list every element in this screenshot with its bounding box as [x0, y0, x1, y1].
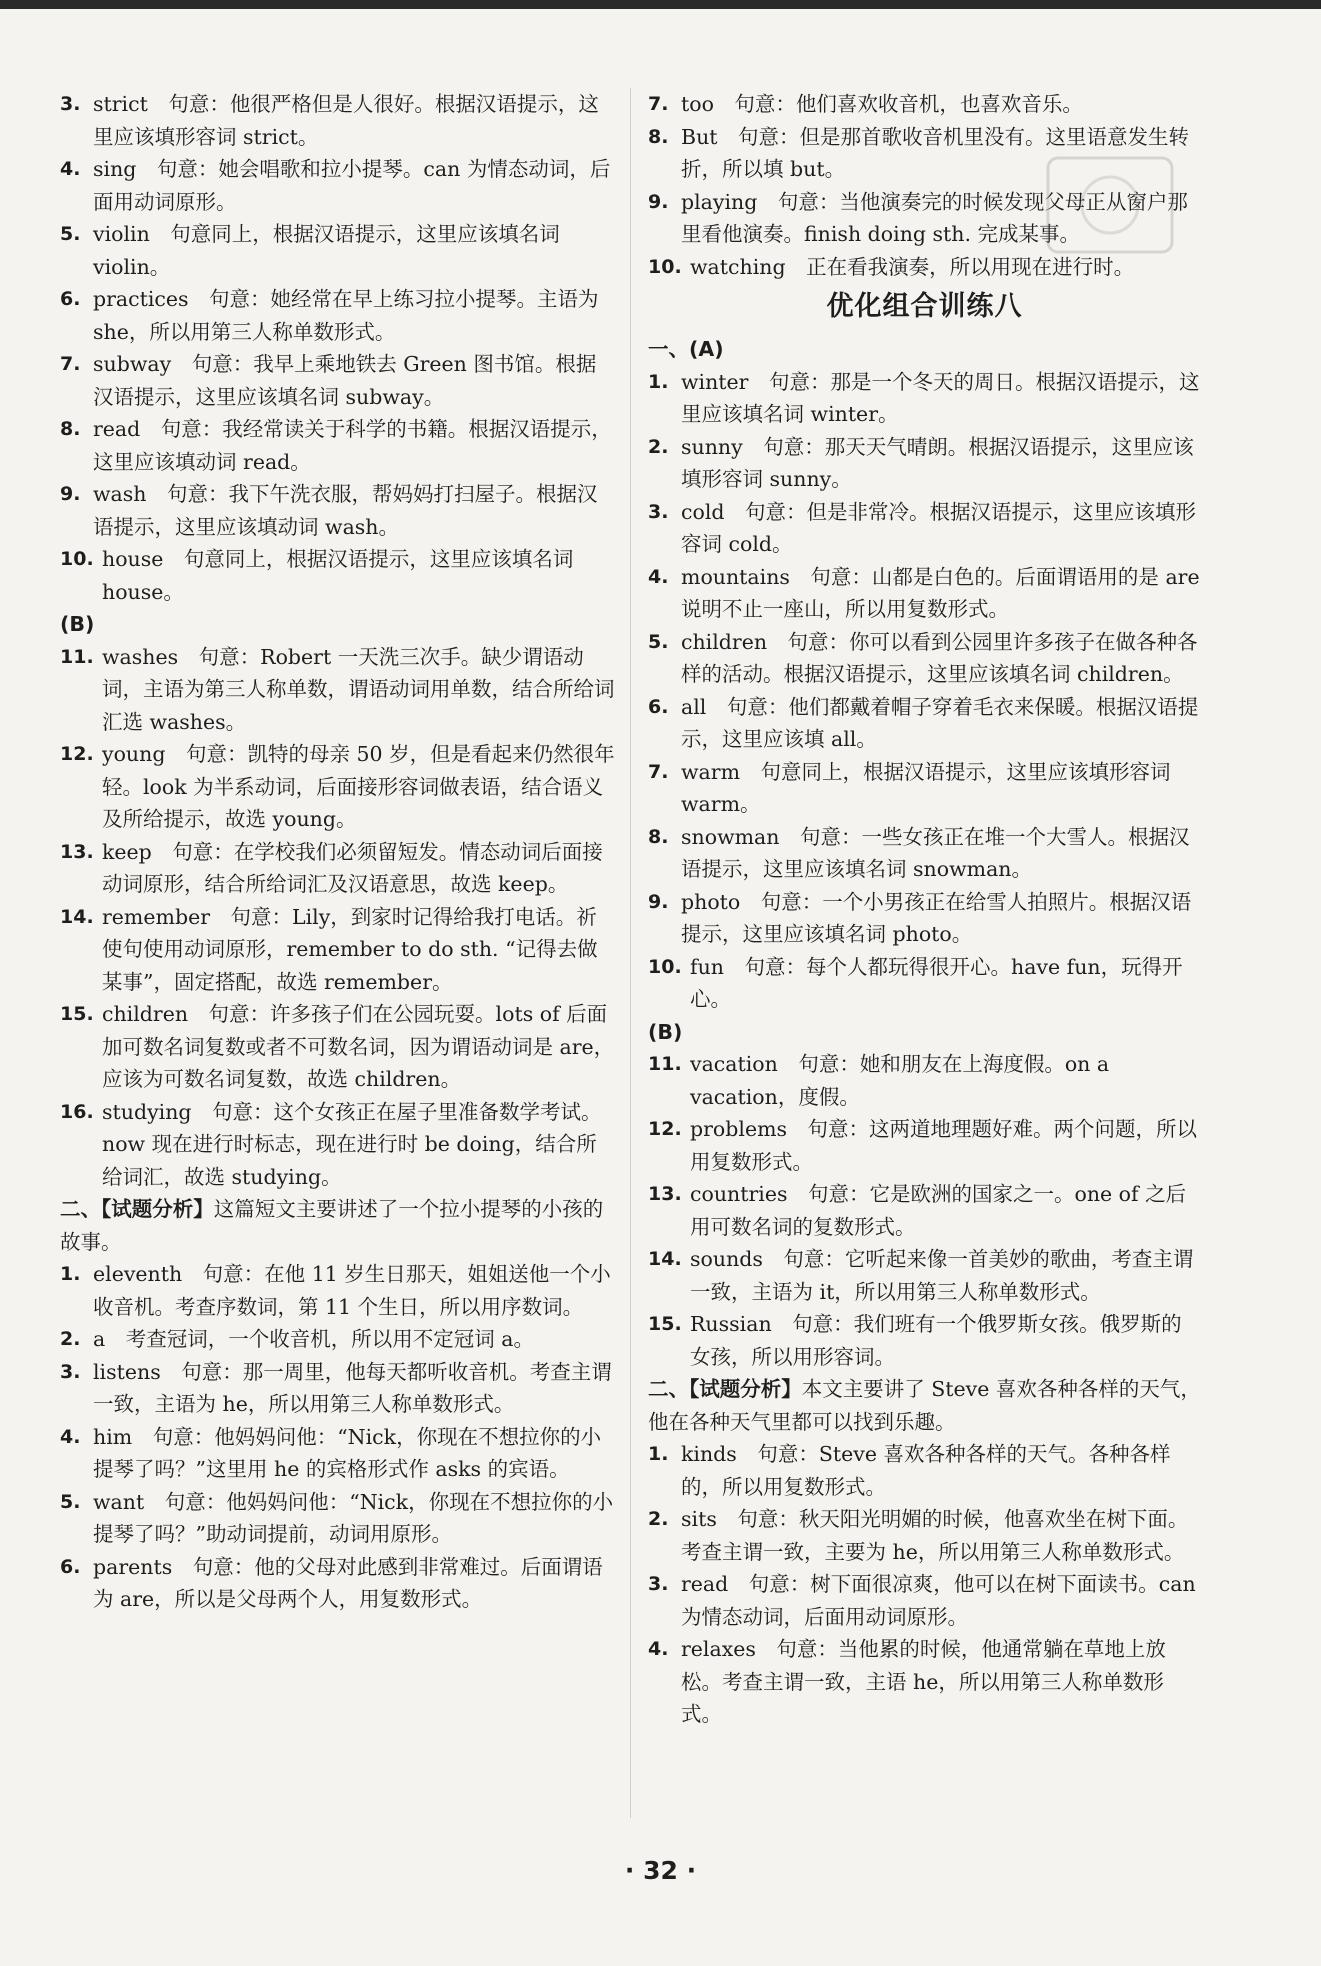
item-number: 5.: [60, 223, 81, 245]
item-number: 13.: [60, 840, 94, 863]
item-number: 5.: [648, 630, 669, 653]
item-text: countries 句意：它是欧洲的国家之一。one of 之后用可数名词的复数形式。: [690, 1182, 1187, 1239]
item-text: children 句意：你可以看到公园里许多孩子在做各种各样的活动。根据汉语提示，这里应该填名词 children。: [681, 629, 1198, 686]
item-text: snowman 句意：一些女孩正在堆一个大雪人。根据汉语提示，这里应该填名词 snowman。: [681, 824, 1190, 881]
item-number: 10.: [60, 548, 94, 570]
section-b-label: (B): [648, 1019, 683, 1044]
item-number: 8.: [648, 125, 669, 148]
item-text: violin 句意同上，根据汉语提示，这里应该填名词 violin。: [93, 222, 560, 279]
answer-item: [648, 1308, 1201, 1373]
part2-text: 本文主要讲了 Steve 喜欢各种各样的天气，他在各种天气里都可以找到乐趣。: [648, 1377, 1201, 1434]
part2-analysis: [60, 1193, 615, 1258]
answer-item: [648, 1243, 1201, 1308]
answer-item: [60, 1356, 615, 1421]
item-text: kinds 句意：Steve 喜欢各种各样的天气。各种各样的，所以用复数形式。: [681, 1442, 1171, 1499]
part2-analysis: [648, 1373, 1201, 1438]
item-text: But 句意：但是那首歌收音机里没有。这里语意发生转折，所以填 but。: [681, 124, 1190, 181]
right-items-top: [648, 88, 1201, 283]
answer-item: [60, 218, 615, 283]
item-text: children 句意：许多孩子们在公园玩耍。lots of 后面加可数名词复数或者不可数名词，因为谓语动词是 are，应该为可数名词复数，故选 children。: [102, 1002, 615, 1091]
item-number: 4.: [648, 1638, 669, 1660]
left-column: [60, 88, 615, 1616]
item-number: 4.: [60, 1425, 81, 1448]
item-text: photo 句意：一个小男孩正在给雪人拍照片。根据汉语提示，这里应该填名词 photo。: [681, 889, 1192, 946]
item-number: 7.: [648, 93, 669, 115]
item-text: all 句意：他们都戴着帽子穿着毛衣来保暖。根据汉语提示，这里应该填 all。: [681, 694, 1199, 751]
answer-item: [60, 1421, 615, 1486]
answer-item: [60, 478, 615, 543]
item-text: too 句意：他们喜欢收音机，也喜欢音乐。: [681, 92, 1083, 116]
answer-item: [60, 836, 615, 901]
item-text: sing 句意：她会唱歌和拉小提琴。can 为情态动词，后面用动词原形。: [93, 157, 611, 214]
item-number: 4.: [648, 565, 669, 588]
item-text: watching 正在看我演奏，所以用现在进行时。: [690, 254, 1135, 279]
answer-item: [648, 691, 1201, 756]
item-text: keep 句意：在学校我们必须留短发。情态动词后面接动词原形，结合所给词汇及汉语意思，故选 keep。: [102, 839, 603, 896]
answer-item: [648, 431, 1201, 496]
answer-item: [648, 1568, 1201, 1633]
item-number: 1.: [648, 370, 669, 393]
item-text: vacation 句意：她和朋友在上海度假。on a vacation，度假。: [690, 1052, 1110, 1109]
item-number: 14.: [60, 905, 94, 928]
item-number: 14.: [648, 1248, 682, 1270]
top-rule: [0, 0, 1321, 9]
page-number: · 32 ·: [624, 1856, 697, 1885]
right-items-a: [648, 366, 1201, 1016]
item-number: 12.: [60, 743, 94, 765]
item-number: 11.: [60, 645, 94, 668]
item-number: 2.: [648, 435, 669, 458]
answer-item: [648, 251, 1201, 284]
section-one-label: 一、(A): [648, 337, 724, 361]
answer-item: [60, 283, 615, 348]
section-heading: 优化组合训练八: [826, 291, 1023, 322]
answer-item: [648, 1048, 1201, 1113]
item-number: 1.: [648, 1443, 669, 1465]
item-number: 13.: [648, 1183, 682, 1205]
item-text: playing 句意：当他演奏完的时候发现父母正从窗户那里看他演奏。finish doing sth. 完成某事。: [681, 189, 1188, 246]
answer-item: [60, 1323, 615, 1356]
item-number: 6.: [60, 1555, 81, 1578]
item-text: problems 句意：这两道地理题好难。两个问题，所以用复数形式。: [690, 1117, 1198, 1174]
answer-item: [648, 561, 1201, 626]
item-number: 15.: [648, 1313, 682, 1335]
column-divider: [630, 88, 631, 1818]
right-items-b: [648, 1048, 1201, 1373]
item-number: 10.: [648, 255, 682, 278]
answer-item: [648, 366, 1201, 431]
answer-item: [60, 1486, 615, 1551]
item-text: a 考查冠词，一个收音机，所以用不定冠词 a。: [93, 1327, 534, 1351]
item-number: 3.: [648, 500, 669, 523]
item-number: 2.: [648, 1508, 669, 1530]
answer-item: [648, 821, 1201, 886]
answer-item: [648, 88, 1201, 121]
answer-item: [60, 738, 615, 836]
item-number: 3.: [648, 1573, 669, 1595]
answer-item: [648, 951, 1201, 1016]
item-number: 9.: [648, 190, 669, 213]
item-number: 7.: [60, 353, 81, 375]
item-number: 6.: [648, 695, 669, 718]
item-text: young 句意：凯特的母亲 50 岁，但是看起来仍然很年轻。look 为半系动词，后面接形容词做表语，结合语义及所给提示，故选 young。: [102, 742, 615, 831]
part2-label: 二、【试题分析】: [648, 1377, 802, 1401]
item-text: cold 句意：但是非常冷。根据汉语提示，这里应该填形容词 cold。: [681, 499, 1197, 556]
item-number: 11.: [648, 1053, 682, 1075]
answer-item: [60, 348, 615, 413]
left-items-b: [60, 641, 615, 1194]
item-text: sunny 句意：那天天气晴朗。根据汉语提示，这里应该填形容词 sunny。: [681, 434, 1194, 491]
answer-item: [648, 496, 1201, 561]
answer-item: [648, 626, 1201, 691]
answer-item: [648, 1503, 1201, 1568]
item-text: subway 句意：我早上乘地铁去 Green 图书馆。根据汉语提示，这里应该填名词 subway。: [93, 352, 597, 409]
item-number: 9.: [60, 483, 81, 505]
answer-item: [648, 121, 1201, 186]
item-number: 3.: [60, 93, 81, 115]
item-number: 3.: [60, 1360, 81, 1383]
item-number: 4.: [60, 158, 81, 180]
item-number: 12.: [648, 1118, 682, 1140]
answer-item: [648, 186, 1201, 251]
item-number: 8.: [648, 825, 669, 848]
item-text: winter 句意：那是一个冬天的周日。根据汉语提示，这里应该填名词 winter。: [681, 369, 1200, 426]
left-items-top: [60, 88, 615, 608]
item-text: warm 句意同上，根据汉语提示，这里应该填形容词 warm。: [681, 759, 1171, 816]
item-number: 2.: [60, 1328, 81, 1350]
item-text: studying 句意：这个女孩正在屋子里准备数学考试。now 现在进行时标志，现在进行时 be doing，结合所给词汇，故选 studying。: [102, 1099, 602, 1189]
item-text: read 句意：我经常读关于科学的书籍。根据汉语提示，这里应该填动词 read。: [93, 417, 612, 474]
answer-item: [648, 1438, 1201, 1503]
item-text: practices 句意：她经常在早上练习拉小提琴。主语为 she，所以用第三人称单数形式。: [93, 287, 599, 344]
item-number: 10.: [648, 955, 682, 978]
right-items-part2: [648, 1438, 1201, 1731]
item-text: parents 句意：他的父母对此感到非常难过。后面谓语为 are，所以是父母两个人，用复数形式。: [93, 1554, 603, 1611]
item-number: 8.: [60, 418, 81, 440]
item-text: sounds 句意：它听起来像一首美妙的歌曲，考查主谓一致，主语为 it，所以用第三人称单数形式。: [690, 1247, 1194, 1304]
section-b-label: (B): [60, 612, 95, 636]
item-number: 1.: [60, 1263, 81, 1285]
item-number: 5.: [60, 1490, 81, 1513]
left-items-part2: [60, 1258, 615, 1616]
part2-label: 二、【试题分析】: [60, 1197, 214, 1221]
answer-item: [60, 1096, 615, 1194]
answer-item: [648, 1113, 1201, 1178]
answer-item: [60, 1258, 615, 1323]
answer-item: [60, 413, 615, 478]
item-text: listens 句意：那一周里，他每天都听收音机。考查主谓一致，主语为 he，所以用第三人称单数形式。: [93, 1359, 612, 1416]
item-text: him 句意：他妈妈问他：“Nick，你现在不想拉你的小提琴了吗？”这里用 he 的宾格形式作 asks 的宾语。: [93, 1424, 602, 1481]
answer-item: [648, 756, 1201, 821]
item-text: house 句意同上，根据汉语提示，这里应该填名词 house。: [102, 547, 574, 604]
right-column: [648, 88, 1201, 1731]
item-text: Russian 句意：我们班有一个俄罗斯女孩。俄罗斯的女孩，所以用形容词。: [690, 1312, 1182, 1369]
item-number: 7.: [648, 760, 669, 783]
item-text: remember 句意：Lily，到家时记得给我打电话。祈使句使用动词原形，remember to do sth. “记得去做某事”，固定搭配，故选 remember。: [102, 904, 598, 994]
item-number: 6.: [60, 288, 81, 310]
item-number: 16.: [60, 1100, 94, 1123]
item-text: fun 句意：每个人都玩得很开心。have fun，玩得开心。: [690, 954, 1183, 1011]
answer-item: [60, 641, 615, 739]
part2-text: 这篇短文主要讲述了一个拉小提琴的小孩的故事。: [60, 1197, 604, 1254]
item-text: wash 句意：我下午洗衣服，帮妈妈打扫屋子。根据汉语提示，这里应该填动词 wash。: [93, 482, 598, 539]
item-text: read 句意：树下面很凉爽，他可以在树下面读书。can 为情态动词，后面用动词原形。: [681, 1572, 1196, 1629]
item-text: mountains 句意：山都是白色的。后面谓语用的是 are 说明不止一座山，所以用复数形式。: [681, 564, 1200, 621]
answer-item: [648, 1633, 1201, 1731]
answer-item: [648, 1178, 1201, 1243]
item-number: 9.: [648, 890, 669, 913]
answer-item: [60, 88, 615, 153]
answer-item: [60, 998, 615, 1096]
item-text: eleventh 句意：在他 11 岁生日那天，姐姐送他一个小收音机。考查序数词，第 11 个生日，所以用序数词。: [93, 1262, 611, 1319]
answer-item: [60, 153, 615, 218]
item-text: sits 句意：秋天阳光明媚的时候，他喜欢坐在树下面。考查主谓一致，主要为 he，所以用第三人称单数形式。: [681, 1507, 1189, 1564]
item-text: washes 句意：Robert 一天洗三次手。缺少谓语动词，主语为第三人称单数，谓语动词用单数，结合所给词汇选 washes。: [102, 644, 615, 734]
item-text: strict 句意：他很严格但是人很好。根据汉语提示，这里应该填形容词 strict。: [93, 92, 599, 149]
answer-item: [60, 1551, 615, 1616]
answer-item: [60, 901, 615, 999]
answer-item: [60, 543, 615, 608]
item-number: 15.: [60, 1003, 94, 1025]
item-text: relaxes 句意：当他累的时候，他通常躺在草地上放松。考查主谓一致，主语 he，所以用第三人称单数形式。: [681, 1637, 1166, 1726]
answer-item: [648, 886, 1201, 951]
item-text: want 句意：他妈妈问他：“Nick，你现在不想拉你的小提琴了吗？”助动词提前，动词用原形。: [93, 1489, 614, 1546]
